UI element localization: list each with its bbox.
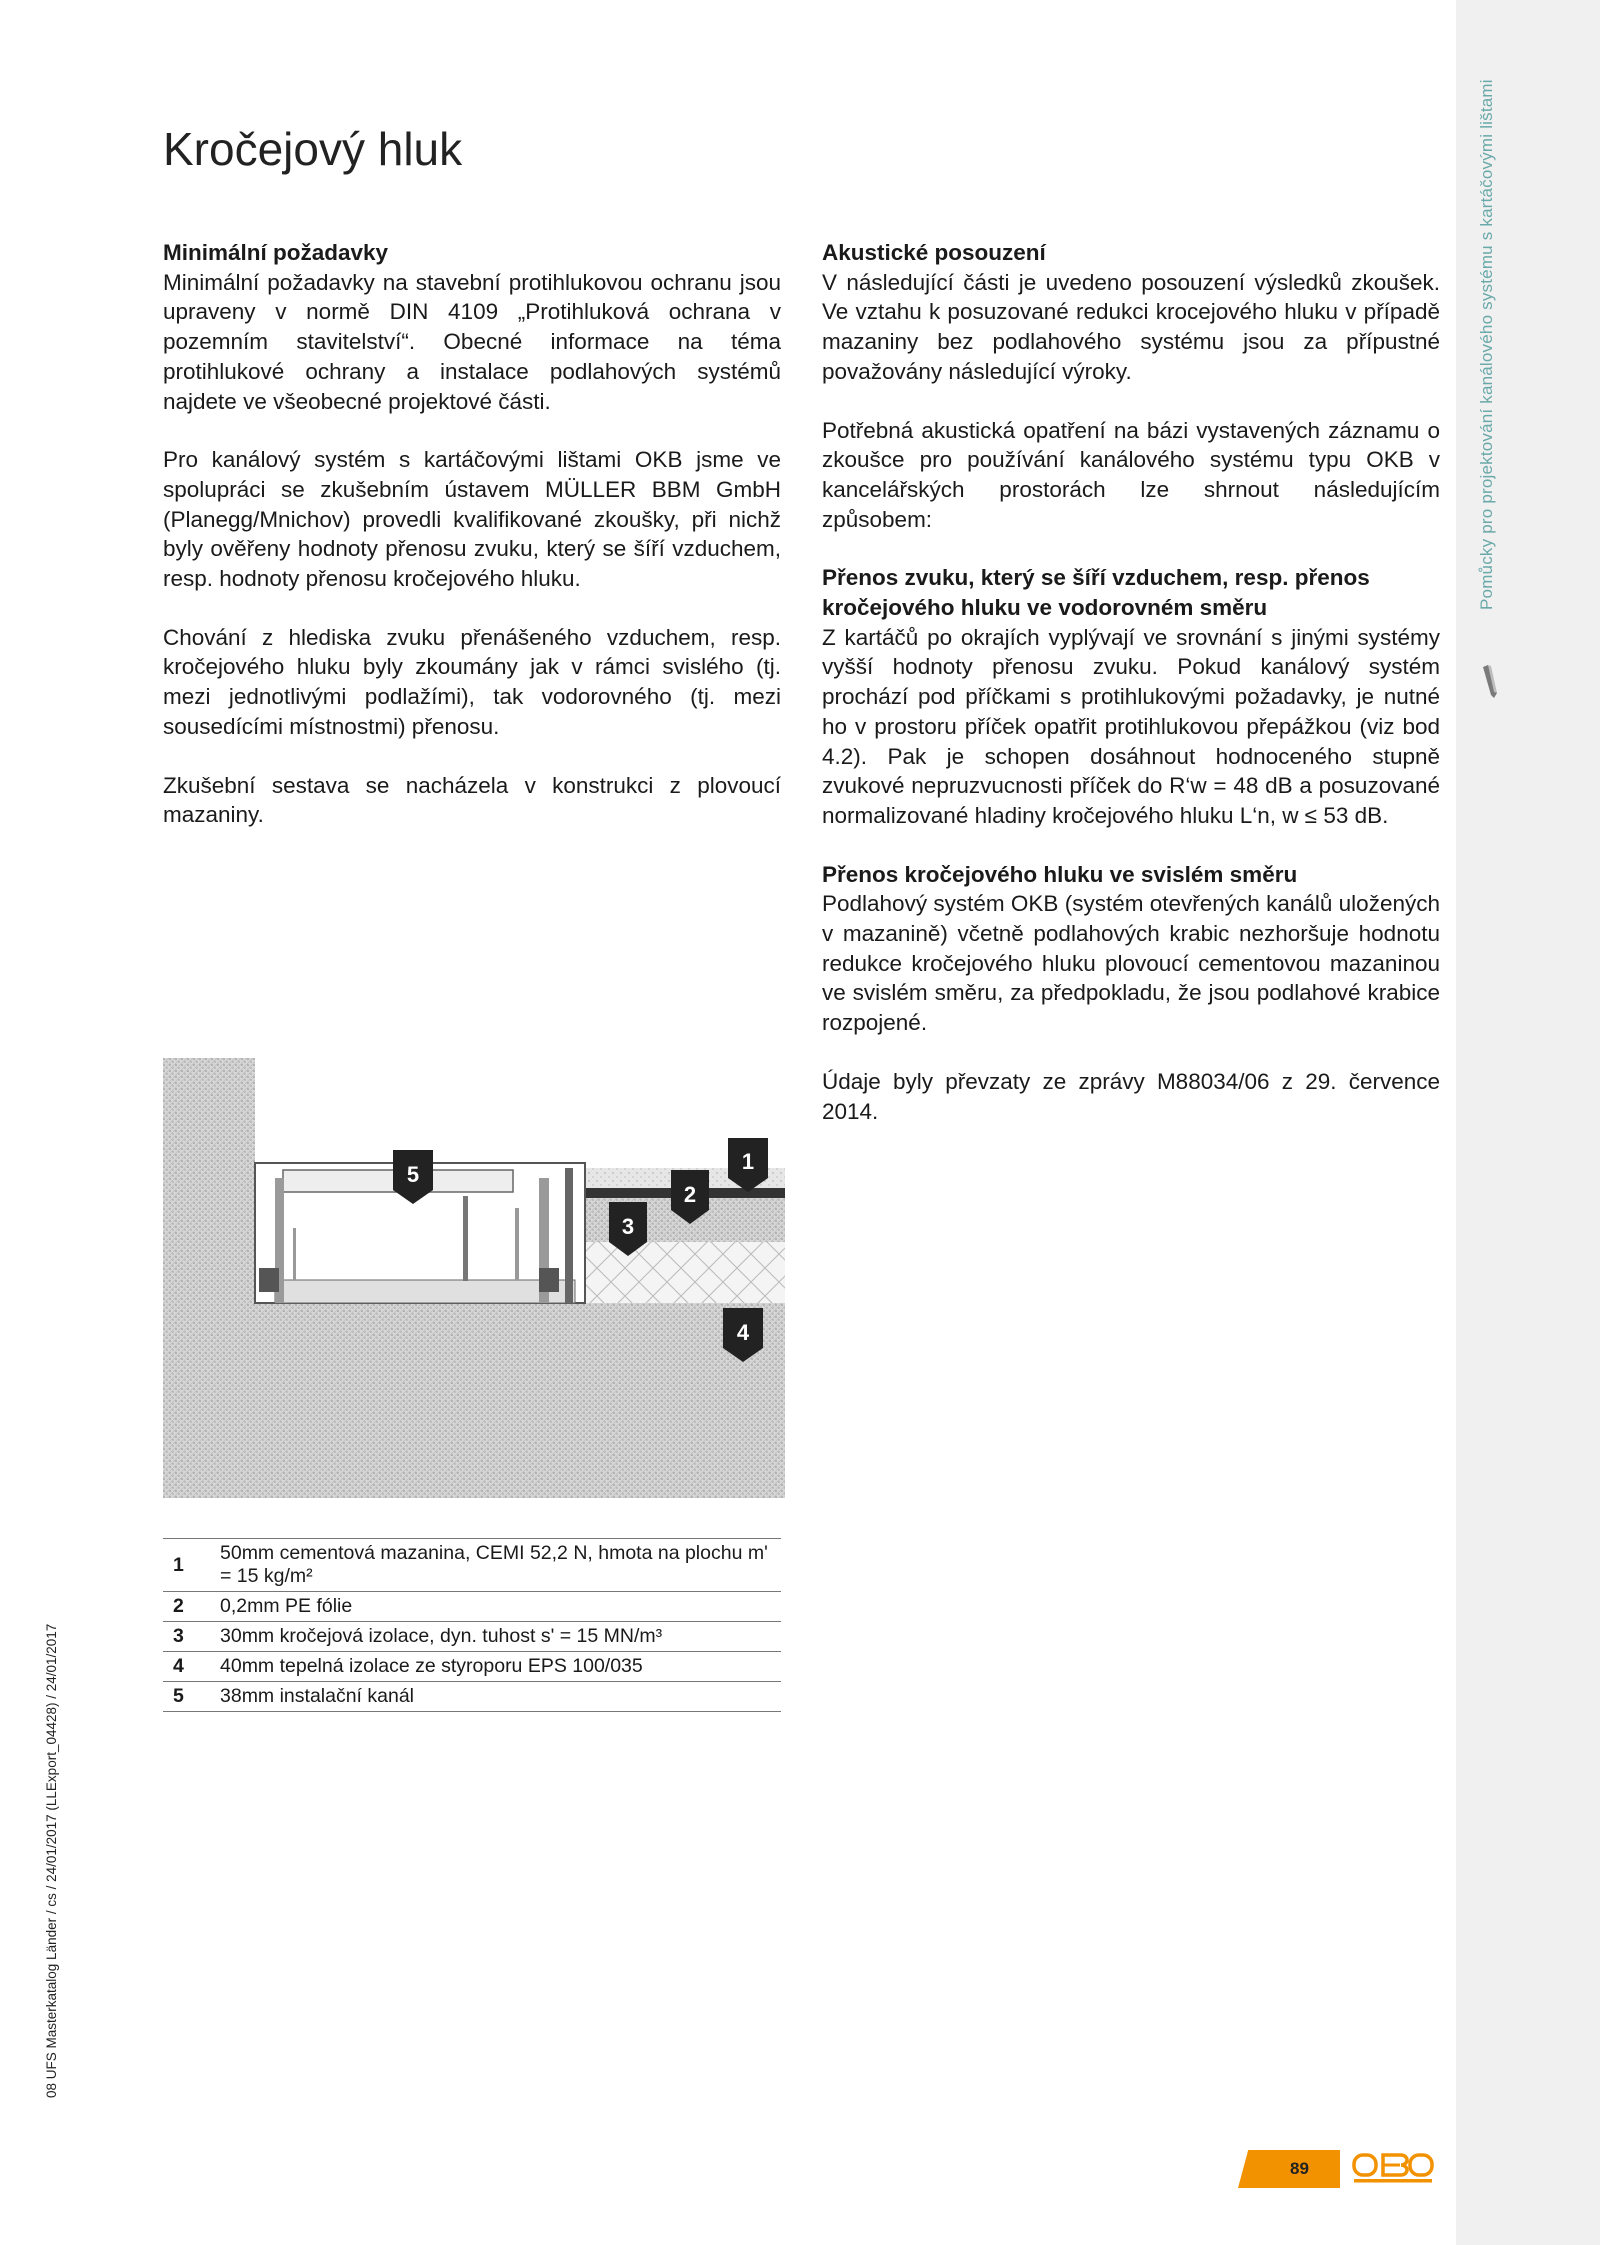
svg-text:4: 4 (736, 1320, 750, 1345)
table-row (163, 1652, 781, 1682)
svg-text:1: 1 (741, 1149, 755, 1174)
legend-description: 0,2mm PE fólie (206, 1592, 781, 1622)
page-title: Kročejový hluk (163, 123, 463, 175)
sidebar-title: Pomůcky pro projektování kanálového systému s kartáčovými lištami (1477, 79, 1496, 610)
table-row (163, 1592, 781, 1622)
left-column (163, 238, 781, 859)
legend-number: 4 (163, 1652, 206, 1682)
paragraph: Pro kanálový systém s kartáčovými lištami OKB jsme ve spolupráci se zkušebním ústavem MÜLLER BBM GmbH (Planegg/Mnichov) provedli kvalifikované zkoušky, při nichž byly ověřeny hodnoty přenosu zvuku, který se šíří vzduchem, resp. hodnoty přenosu kročejového hluku. (163, 447, 781, 592)
paragraph: Potřebná akustická opatření na bázi vystavených záznamu o zkoušce pro používání kanálového systému typu OKB v kancelářských prostorách lze shrnout následujícím způsobem: (822, 417, 1440, 532)
paragraph: Údaje byly převzaty ze zprávy M88034/06 z 29. července 2014. (822, 1068, 1440, 1124)
section-heading: Přenos zvuku, který se šíří vzduchem, resp. přenos kročejového hluku ve vodorovném směru (822, 565, 1370, 621)
legend-number: 3 (163, 1622, 206, 1652)
right-column (822, 238, 1440, 1155)
paragraph: Z kartáčů po okrajích vyplývají ve srovnání s jinými systémy vyšší hodnoty přenosu zvuku. Pokud kanálový systém prochází pod příčkami s protihlukovými požadavky, je nutné ho v prostoru příček opatřit protihlukovou přepážkou (viz bod 4.2). Pak je schopen dosáhnout hodnoceného stupně zvukové nepruzvucnosti příček do R‘w = 48 dB a posuzované normalizované hladiny kročejového hluku L‘n, w ≤ 53 dB. (822, 624, 1440, 828)
table-row (163, 1682, 781, 1712)
legend-table (163, 1538, 781, 1712)
table-row (163, 1622, 781, 1652)
section-heading: Přenos kročejového hluku ve svislém směru (822, 861, 1298, 887)
section-heading: Akustické posouzení (822, 240, 1046, 265)
obo-logo (1352, 2152, 1434, 2184)
page-number: 89 (1290, 2159, 1309, 2178)
page-number-tab (1238, 2150, 1340, 2188)
paragraph: Podlahový systém OKB (systém otevřených kanálů uložených v mazanině) včetně podlahových krabic nezhoršuje hodnotu redukce kročejového hluku plovoucí cementovou mazaninou ve svislém směru, za předpokladu, že jsou podlahové krabice rozpojené. (822, 891, 1440, 1036)
legend-number: 5 (163, 1682, 206, 1712)
legend-description: 30mm kročejová izolace, dyn. tuhost s' = 15 MN/m³ (206, 1622, 781, 1652)
export-metadata: 08 UFS Masterkatalog Länder / cs / 24/01/2017 (LLExport_04428) / 24/01/2017 (44, 1623, 59, 2098)
paragraph: V následující části je uvedeno posouzení výsledků zkoušek. Ve vztahu k posuzované redukci krocejového hluku v případě mazaniny bez podlahového systému jsou za přípustné považovány následující výroky. (822, 269, 1440, 384)
table-row (163, 1539, 781, 1592)
paragraph: Minimální požadavky na stavební protihlukovou ochranu jsou upraveny v normě DIN 4109 „Protihluková ochrana v pozemním stavitelství“. Obecné informace na téma protihlukové ochrany a instalace podlahových systémů najdete ve všeobecné projektové části. (163, 269, 781, 414)
paragraph: Zkušební sestava se nacházela v konstrukci z plovoucí mazaniny. (163, 772, 781, 828)
section-heading: Minimální požadavky (163, 240, 389, 265)
paragraph: Chování z hlediska zvuku přenášeného vzduchem, resp. kročejového hluku byly zkoumány jak v rámci svislého (tj. mezi jednotlivými podlažími), tak vodorovného (tj. mezi sousedícími místnostmi) přenosu. (163, 624, 781, 739)
legend-description: 50mm cementová mazanina, CEMI 52,2 N, hmota na plochu m' = 15 kg/m² (206, 1539, 781, 1592)
legend-description: 38mm instalační kanál (206, 1682, 781, 1712)
legend-description: 40mm tepelná izolace ze styroporu EPS 100/035 (206, 1652, 781, 1682)
svg-text:2: 2 (683, 1182, 697, 1207)
floor-cross-section-diagram (163, 1058, 785, 1498)
svg-text:3: 3 (621, 1214, 635, 1239)
svg-text:5: 5 (406, 1162, 420, 1187)
legend-number: 1 (163, 1539, 206, 1592)
chapter-marker-icon (1482, 665, 1498, 699)
legend-number: 2 (163, 1592, 206, 1622)
